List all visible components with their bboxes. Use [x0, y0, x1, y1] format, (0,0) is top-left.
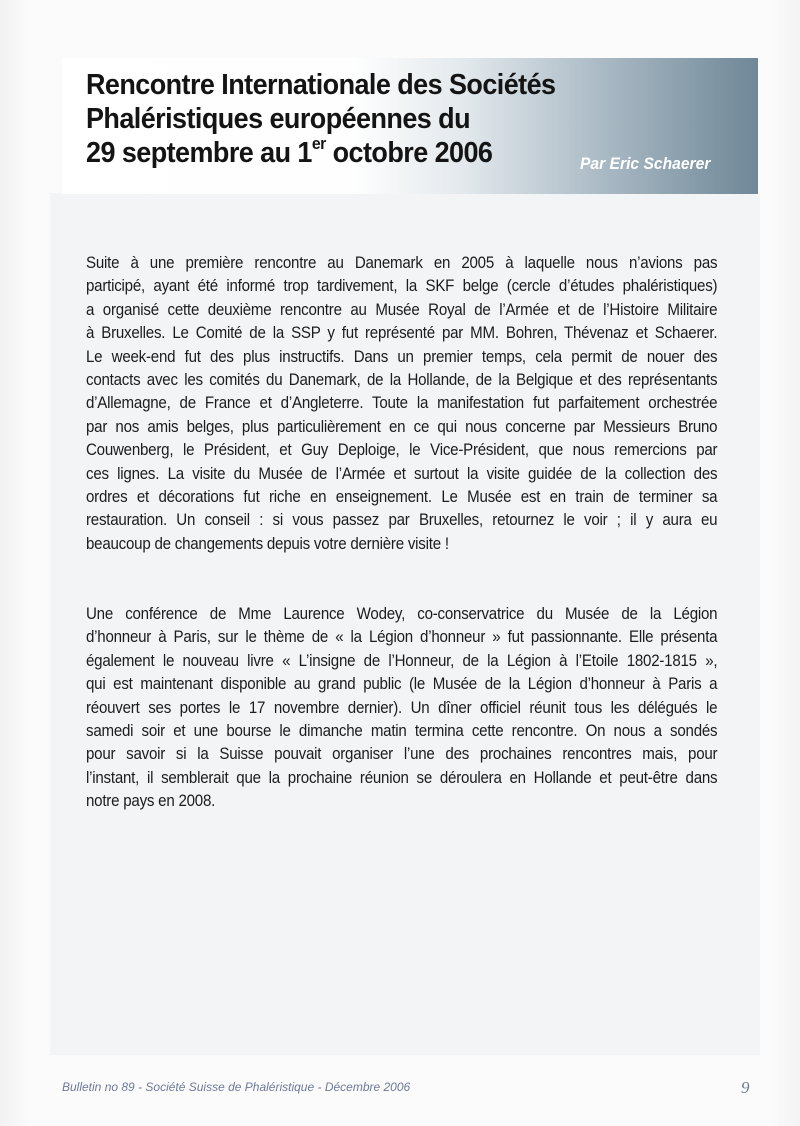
- paragraph-line: ordres et décorations fut riche en enseignement. Le Musée est en train de terminer sa: [86, 488, 718, 507]
- title-superscript: er: [311, 134, 326, 154]
- paragraph-2: [86, 603, 717, 814]
- paragraph-line: qui est maintenant disponible au grand public (le Musée de la Légion d’honneur à Paris a: [86, 675, 718, 694]
- paragraph-line: Suite à une première rencontre au Danemark en 2005 à laquelle nous n’avions pas: [86, 254, 718, 272]
- paragraph-line: contacts avec les comités du Danemark, de la Hollande, de la Belgique et des représentants: [86, 371, 718, 390]
- paragraph-line: Une conférence de Mme Laurence Wodey, co-conservatrice du Musée de la Légion: [86, 605, 718, 623]
- title-line-1: Rencontre Internationale des Sociétés: [86, 69, 556, 101]
- paragraph-line: Couwenberg, le Président, et Guy Deploige, le Vice-Président, que nous remercions par: [86, 441, 718, 460]
- paragraph-line: à Bruxelles. Le Comité de la SSP y fut représenté par MM. Bohren, Thévenaz et Schaerer.: [86, 324, 718, 343]
- paragraph-1: [86, 252, 717, 556]
- title-line-2: Phaléristiques européennes du: [86, 103, 470, 135]
- article-title: [86, 68, 607, 170]
- paragraph-line: restauration. Un conseil : si vous passez par Bruxelles, retournez le voir ; il y aura eu: [86, 511, 718, 530]
- paragraph-line: d’honneur à Paris, sur le thème de « la Légion d’honneur » fut passionnante. Elle présenta: [86, 628, 718, 647]
- title-line-3: [86, 136, 607, 170]
- paragraph-line: par nos amis belges, plus particulièrement en ce qui nous concerne par Messieurs Bruno: [86, 417, 718, 436]
- paragraph-line: samedi soir et une bourse le dimanche matin termina cette rencontre. On nous a sondés: [86, 722, 718, 741]
- paragraph-line: a organisé cette deuxième rencontre au Musée Royal de l’Armée et de l’Histoire Militaire: [86, 300, 718, 319]
- paragraph-line: réouvert ses portes le 17 novembre dernier). Un dîner officiel réunit tous les délégués le: [86, 698, 718, 717]
- author-byline: Par Eric Schaerer: [580, 154, 711, 173]
- paragraph-line: également le nouveau livre « L’insigne de l’Honneur, de la Légion à l’Etoile 1802-1815 »,: [86, 651, 718, 670]
- page-number: 9: [741, 1078, 750, 1097]
- paragraph-line: notre pays en 2008.: [86, 792, 216, 811]
- paragraph-line: l’instant, il semblerait que la prochaine réunion se déroulera en Hollande et peut-être dans: [86, 768, 718, 787]
- paragraph-line: pour savoir si la Suisse pouvait organiser l’une des prochaines rencontres mais, pour: [86, 745, 718, 764]
- paragraph-line: ces lignes. La visite du Musée de l’Armée et surtout la visite guidée de la collection des: [86, 464, 718, 483]
- title-line-3-end: octobre 2006: [325, 137, 493, 169]
- paragraph-line: beaucoup de changements depuis votre dernière visite !: [86, 534, 449, 553]
- paragraph-line: Le week-end fut des plus instructifs. Dans un premier temps, cela permit de nouer des: [86, 347, 718, 366]
- paragraph-line: participé, ayant été informé trop tardivement, la SKF belge (cercle d’études phaléristiques): [86, 277, 718, 296]
- footer-publication: Bulletin no 89 - Société Suisse de Phaléristique - Décembre 2006: [62, 1080, 411, 1094]
- title-line-3-start: 29 septembre au 1: [86, 137, 312, 169]
- paragraph-line: d’Allemagne, de France et d’Angleterre. Toute la manifestation fut parfaitement orchestrée: [86, 394, 718, 413]
